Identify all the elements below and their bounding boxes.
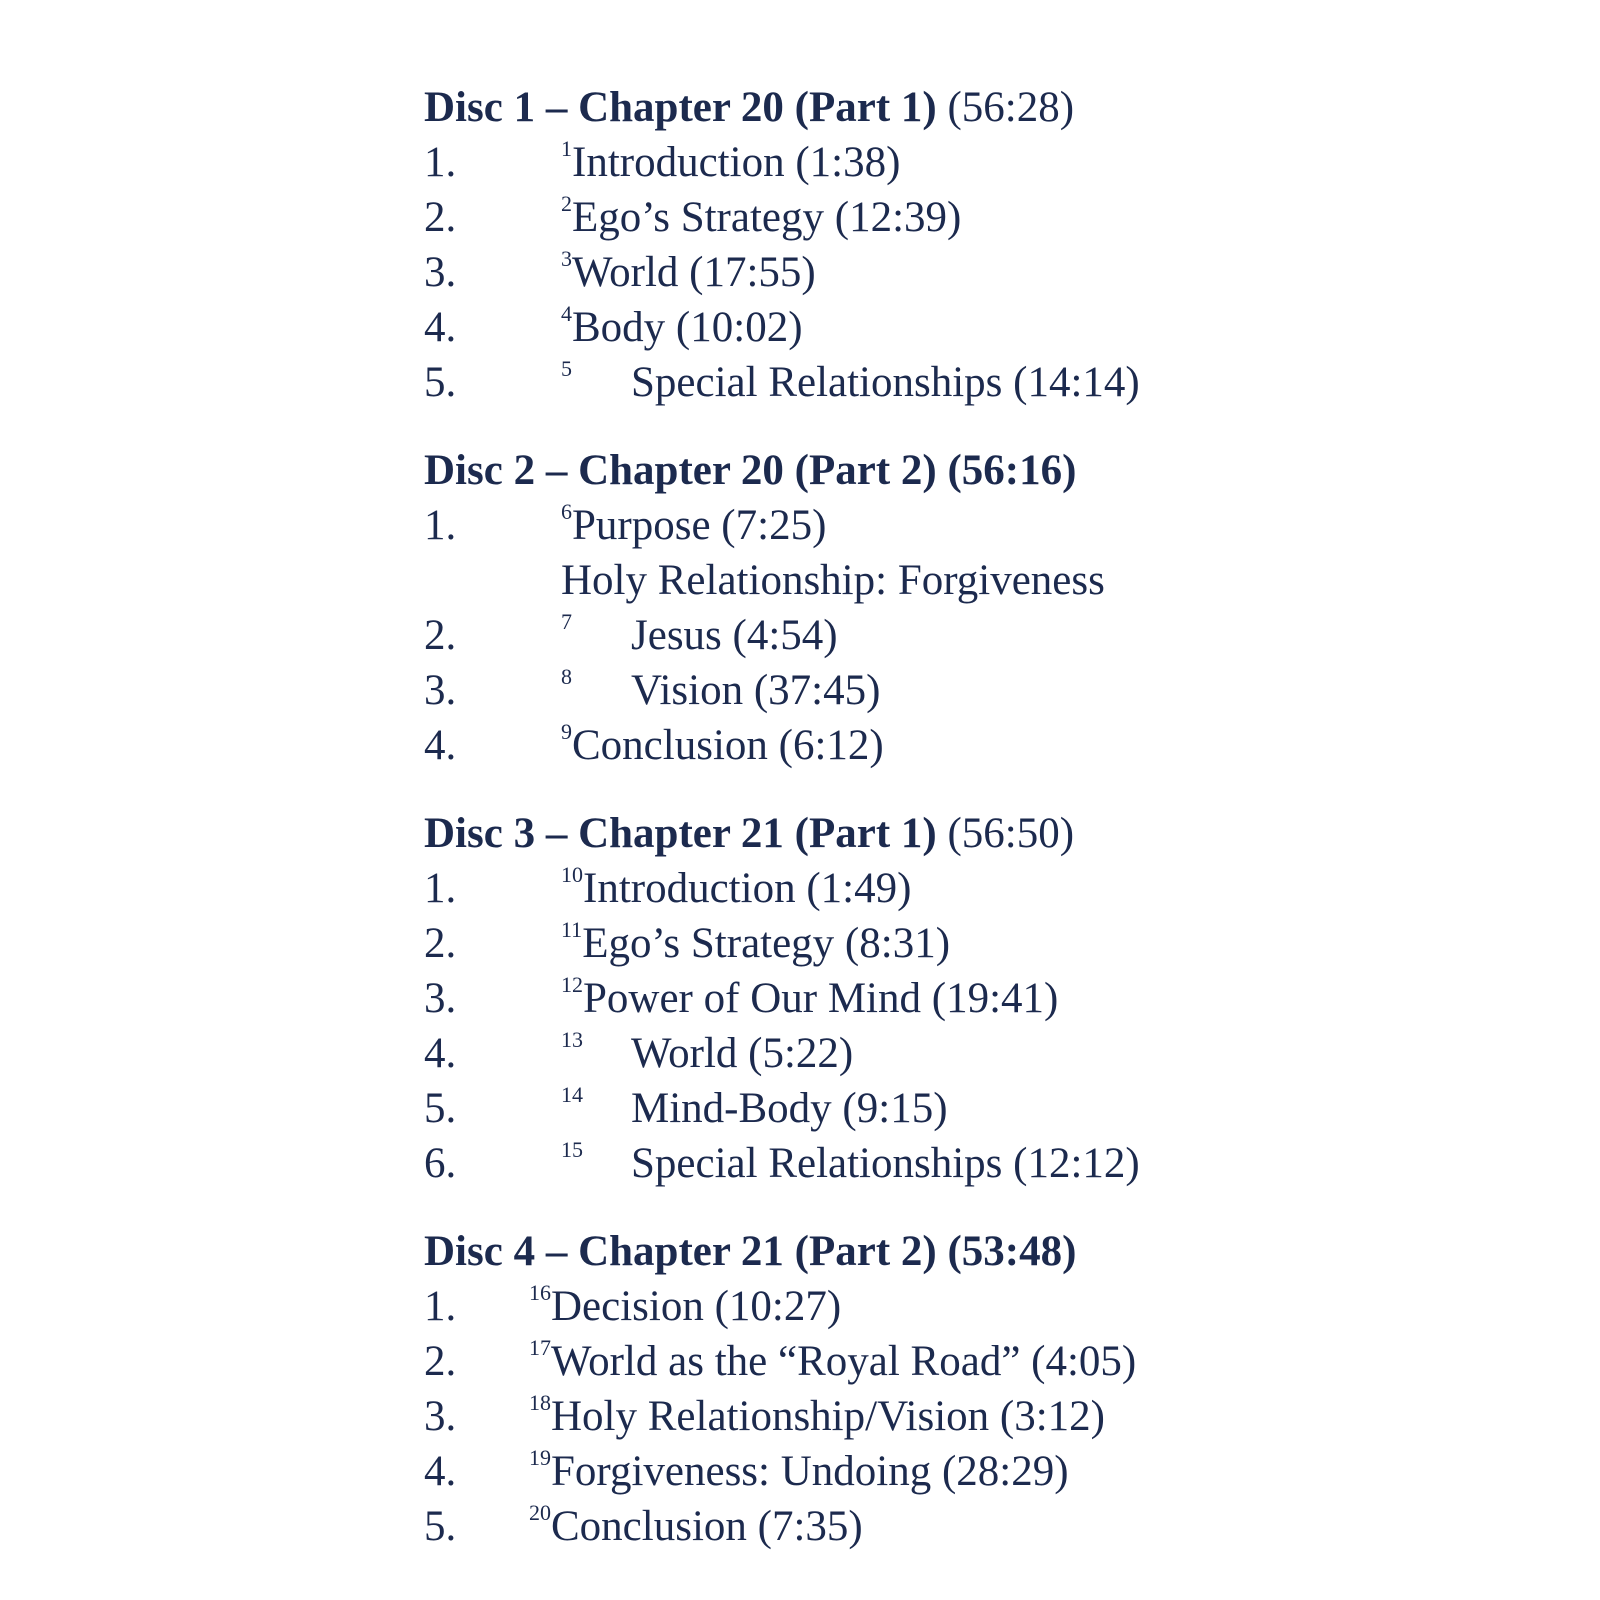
track-entry: [561, 861, 911, 916]
track-entry: $^{15}$ Special Relationships (12:12): [561, 1137, 1140, 1187]
track-number: 3.: [424, 975, 457, 1022]
track-entry: $^{13}$ World (5:22): [561, 1027, 854, 1077]
track-row: [424, 663, 1574, 718]
track-title: Holy Relationship/Vision (3:12): [551, 1393, 1106, 1440]
track-number: 4.: [424, 722, 457, 769]
footnote-ref: 11: [561, 917, 583, 942]
disc-title: Disc 4 – Chapter 21 (Part 2): [424, 1228, 937, 1275]
track-entry: $^8$ Vision (37:45): [561, 664, 881, 714]
footnote-ref: 17: [529, 1335, 551, 1360]
disc-duration: (56:16): [947, 447, 1077, 494]
track-title: Vision (37:45): [631, 667, 881, 714]
track-row: [424, 498, 1574, 553]
track-title: Forgiveness: Undoing (28:29): [551, 1448, 1069, 1495]
track-title: Purpose (7:25): [572, 502, 827, 549]
track-title: Jesus (4:54): [631, 612, 838, 659]
track-title: Introduction (1:38): [572, 139, 901, 186]
track-title: Mind-Body (9:15): [631, 1085, 948, 1132]
track-title: Introduction (1:49): [583, 865, 912, 912]
track-number: 6.: [424, 1140, 457, 1187]
track-entry: [529, 1334, 1136, 1389]
track-number: 2.: [424, 612, 457, 659]
track-title: Power of Our Mind (19:41): [583, 975, 1059, 1022]
track-title: Conclusion (7:35): [551, 1503, 863, 1550]
track-title: Ego’s Strategy (8:31): [582, 920, 951, 967]
footnote-ref: 20: [529, 1500, 551, 1525]
disc-duration: (53:48): [947, 1228, 1077, 1275]
track-row: [424, 1081, 1574, 1136]
track-number: 5.: [424, 1503, 457, 1550]
track-number: 5.: [424, 359, 457, 406]
footnote-ref: 18: [529, 1390, 551, 1415]
track-entry: [561, 190, 961, 245]
track-entry: [529, 1389, 1105, 1444]
disc-heading: [424, 80, 1574, 135]
track-number: 4.: [424, 1448, 457, 1495]
disc-duration: (56:50): [947, 810, 1075, 857]
disc-duration: (56:28): [947, 84, 1075, 131]
track-number: 1.: [424, 502, 457, 549]
disc-section: [424, 806, 1574, 1191]
track-title: Decision (10:27): [551, 1283, 842, 1330]
footnote-ref: 12: [561, 972, 583, 997]
track-row: [424, 971, 1574, 1026]
track-entry: [561, 916, 950, 971]
track-title: Holy Relationship: Forgiveness: [561, 557, 1105, 604]
track-entry: $^{14}$ Mind-Body (9:15): [561, 1082, 948, 1132]
track-row: [424, 190, 1574, 245]
track-row: [424, 1334, 1574, 1389]
footnote-ref: 3: [561, 246, 572, 271]
track-entry: $^7$ Jesus (4:54): [561, 609, 838, 659]
track-row: [424, 355, 1574, 410]
track-row: [424, 1389, 1574, 1444]
track-listing-document: [424, 80, 1574, 1587]
track-title: Body (10:02): [572, 304, 803, 351]
track-number: 4.: [424, 1030, 457, 1077]
disc-section: [424, 443, 1574, 773]
track-number: 2.: [424, 1338, 457, 1385]
track-title: World (17:55): [572, 249, 816, 296]
track-row: [424, 1444, 1574, 1499]
track-number: 3.: [424, 1393, 457, 1440]
disc-title: Disc 1 – Chapter 20 (Part 1): [424, 84, 937, 131]
track-entry: [529, 1279, 841, 1334]
track-row: [424, 1279, 1574, 1334]
track-number: 1.: [424, 139, 457, 186]
track-title: Special Relationships (12:12): [631, 1140, 1140, 1187]
footnote-ref: 10: [561, 862, 583, 887]
footnote-ref: 4: [561, 301, 572, 326]
track-entry: $^5$ Special Relationships (14:14): [561, 356, 1140, 406]
track-title: Ego’s Strategy (12:39): [572, 194, 962, 241]
footnote-ref: 6: [561, 499, 572, 524]
footnote-ref: 2: [561, 191, 572, 216]
track-row: [424, 553, 1574, 608]
track-row: [424, 300, 1574, 355]
track-row: [424, 916, 1574, 971]
track-number: 2.: [424, 920, 457, 967]
track-entry: [561, 245, 816, 300]
track-number: 3.: [424, 249, 457, 296]
track-row: [424, 1499, 1574, 1554]
track-number: 3.: [424, 667, 457, 714]
disc-heading: [424, 443, 1574, 498]
footnote-ref: 1: [561, 136, 572, 161]
track-row: [424, 861, 1574, 916]
track-entry: [561, 971, 1058, 1026]
track-row: [424, 1026, 1574, 1081]
track-title: Conclusion (6:12): [572, 722, 884, 769]
disc-title: Disc 2 – Chapter 20 (Part 2): [424, 447, 937, 494]
track-row: [424, 245, 1574, 300]
track-title: World (5:22): [631, 1030, 854, 1077]
track-title: World as the “Royal Road” (4:05): [551, 1338, 1137, 1385]
disc-title: Disc 3 – Chapter 21 (Part 1): [424, 810, 937, 857]
footnote-ref: 19: [529, 1445, 551, 1470]
track-number: 2.: [424, 194, 457, 241]
track-entry: [529, 1499, 863, 1554]
track-number: 1.: [424, 865, 457, 912]
track-number: 1.: [424, 1283, 457, 1330]
disc-heading: [424, 1224, 1574, 1279]
footnote-ref: 9: [561, 719, 572, 744]
track-entry: [529, 1444, 1069, 1499]
track-entry: [561, 553, 1105, 608]
track-entry: [561, 300, 803, 355]
track-number: 4.: [424, 304, 457, 351]
track-entry: [561, 135, 900, 190]
track-row: [424, 718, 1574, 773]
track-title: Special Relationships (14:14): [631, 359, 1140, 406]
track-entry: [561, 718, 884, 773]
track-row: [424, 135, 1574, 190]
disc-heading: [424, 806, 1574, 861]
track-number: 5.: [424, 1085, 457, 1132]
track-row: [424, 1136, 1574, 1191]
disc-section: [424, 1224, 1574, 1554]
disc-section: [424, 80, 1574, 410]
footnote-ref: 16: [529, 1280, 551, 1305]
track-entry: [561, 498, 826, 553]
track-row: [424, 608, 1574, 663]
